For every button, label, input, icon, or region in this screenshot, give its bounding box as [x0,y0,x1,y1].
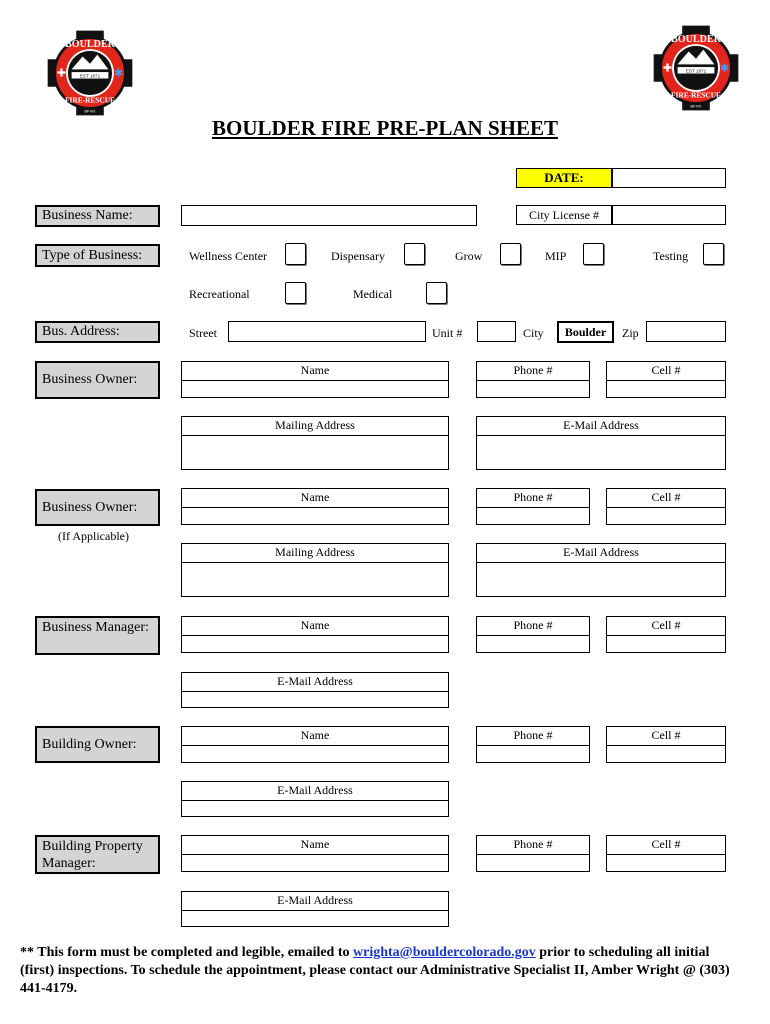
svg-text:✚: ✚ [662,62,673,75]
business-owner-2-label: Business Owner: [35,489,160,526]
recreational-checkbox[interactable] [285,282,306,304]
owner-phone-header: Phone # [513,363,553,377]
bus-address-label: Bus. Address: [35,321,160,343]
property-manager-email-header: E-Mail Address [277,893,353,907]
building-owner-cell-header: Cell # [651,728,681,742]
owner-email-header: E-Mail Address [563,418,639,432]
owner-name-header: Name [300,363,330,377]
city-license-field[interactable] [612,205,726,225]
property-manager-phone-field[interactable] [476,835,590,872]
option-dispensary-label: Dispensary [331,249,385,263]
business-manager-label: Business Manager: [35,616,160,655]
dispensary-checkbox[interactable] [404,243,425,265]
owner2-name-field[interactable] [181,488,449,525]
property-manager-name-header: Name [300,837,330,851]
owner-cell-header: Cell # [651,363,681,377]
owner-email-field[interactable] [476,416,726,470]
manager-email-header: E-Mail Address [277,674,353,688]
logo-badge-text: BF-RX [690,104,702,109]
logo-top-text: BOULDER [671,34,721,46]
logo-middle-text: EST 1871 [685,68,707,74]
testing-checkbox[interactable] [703,243,724,265]
owner-name-field[interactable] [181,361,449,398]
logo-bottom-text: FIRE-RESCUE [671,90,721,100]
business-owner-label: Business Owner: [35,361,160,399]
logo-badge-text: BF-RX [84,109,96,114]
zip-field[interactable] [646,321,726,342]
building-owner-phone-field[interactable] [476,726,590,763]
logo-top-text: BOULDER [65,39,115,51]
option-testing-label: Testing [653,249,689,263]
manager-email-field[interactable] [181,672,449,708]
unit-field[interactable] [477,321,516,342]
building-owner-name-field[interactable] [181,726,449,763]
manager-cell-field[interactable] [606,616,726,653]
option-grow-label: Grow [455,249,483,263]
city-license-label: City License # [516,205,612,225]
owner2-mailing-address-field[interactable] [181,543,449,597]
mip-checkbox[interactable] [583,243,604,265]
city-field[interactable]: Boulder [557,321,614,343]
footer-text-pre: ** This form must be completed and legible, emailed to [20,945,354,960]
owner2-phone-header: Phone # [513,490,553,504]
business-name-label: Business Name: [35,205,160,227]
owner-mailing-address-field[interactable] [181,416,449,470]
building-owner-email-field[interactable] [181,781,449,817]
option-medical-label: Medical [353,287,393,301]
medical-checkbox[interactable] [426,282,447,304]
manager-cell-header: Cell # [651,618,681,632]
business-name-field[interactable] [181,205,477,226]
type-of-business-label: Type of Business: [35,244,160,267]
property-manager-phone-header: Phone # [513,837,553,851]
boulder-fire-logo-right [650,22,742,114]
date-field[interactable] [612,168,726,188]
contact-email-link[interactable]: wrighta@bouldercolorado.gov [353,945,536,960]
boulder-fire-logo-left [44,27,136,119]
option-mip-label: MIP [545,249,567,263]
unit-label: Unit # [432,326,463,340]
manager-phone-header: Phone # [513,618,553,632]
owner2-mailing-header: Mailing Address [275,545,355,559]
if-applicable-note: (If Applicable) [58,529,129,543]
owner-phone-field[interactable] [476,361,590,398]
date-label: DATE: [516,168,612,188]
building-owner-phone-header: Phone # [513,728,553,742]
footer-text-post: prior to scheduling all initial (first) inspections. To schedule the appointment, please contact our Administrative Specialist II, Amber Wright @ (303) 441-4179. [20,945,730,996]
wellness-center-checkbox[interactable] [285,243,306,265]
street-field[interactable] [228,321,426,342]
property-manager-name-field[interactable] [181,835,449,872]
svg-text:✱: ✱ [719,62,730,75]
grow-checkbox[interactable] [500,243,521,265]
manager-phone-field[interactable] [476,616,590,653]
zip-label: Zip [622,326,639,340]
owner2-email-field[interactable] [476,543,726,597]
logo-middle-text: EST 1871 [79,73,101,79]
svg-text:✚: ✚ [56,67,67,80]
page-title: BOULDER FIRE PRE-PLAN SHEET [212,116,558,140]
owner2-email-header: E-Mail Address [563,545,639,559]
property-manager-cell-field[interactable] [606,835,726,872]
footer-note [20,944,740,998]
building-property-manager-label: Building Property Manager: [35,835,160,874]
owner-cell-field[interactable] [606,361,726,398]
manager-name-header: Name [300,618,330,632]
owner2-name-header: Name [300,490,330,504]
street-label: Street [189,326,217,340]
city-label: City [523,326,544,340]
svg-text:✱: ✱ [113,67,124,80]
option-wellness-center-label: Wellness Center [189,249,268,263]
owner2-cell-header: Cell # [651,490,681,504]
building-owner-cell-field[interactable] [606,726,726,763]
option-recreational-label: Recreational [189,287,250,301]
property-manager-cell-header: Cell # [651,837,681,851]
building-owner-name-header: Name [300,728,330,742]
logo-bottom-text: FIRE-RESCUE [65,95,115,105]
owner2-cell-field[interactable] [606,488,726,525]
property-manager-email-field[interactable] [181,891,449,927]
manager-name-field[interactable] [181,616,449,653]
owner-mailing-header: Mailing Address [275,418,355,432]
building-owner-email-header: E-Mail Address [277,783,353,797]
building-owner-label: Building Owner: [35,726,160,763]
owner2-phone-field[interactable] [476,488,590,525]
